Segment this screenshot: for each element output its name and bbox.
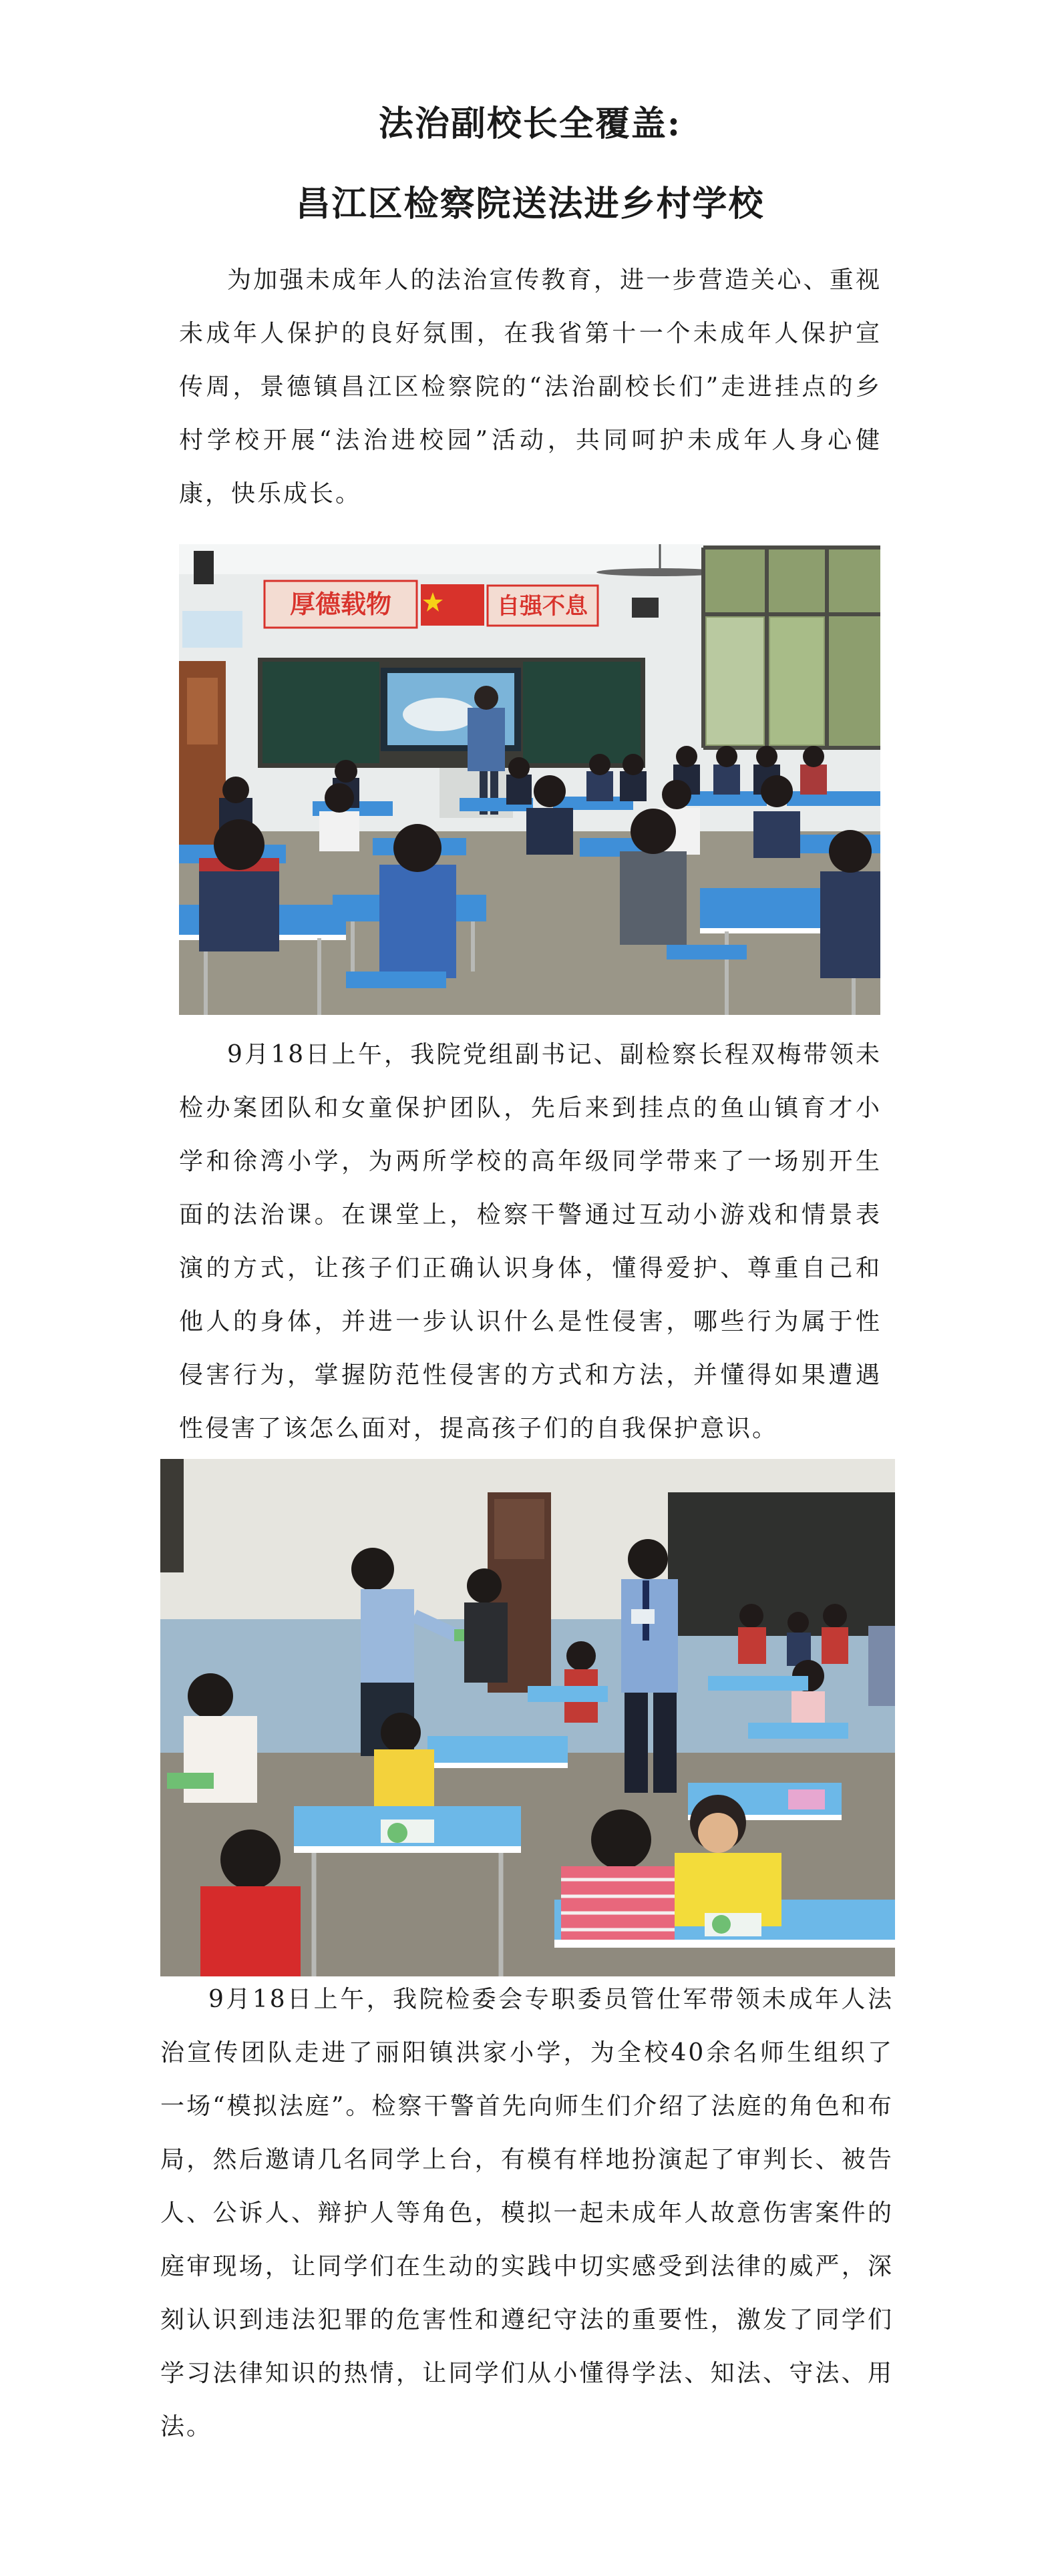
- speaker-icon: [194, 551, 214, 584]
- banner-right-text: 自强不息: [497, 593, 588, 620]
- paragraph-intro: 为加强未成年人的法治宣传教育，进一步营造关心、重视未成年人保护的良好氛围，在我省第十一个未成年人保护宣传周，景德镇昌江区检察院的“法治副校长们”走进挂点的乡村学校开展“法治进校园”活动，共同呵护未成年人身心健康，快乐成长。: [179, 266, 882, 507]
- paragraph-moot-court: 9月18日上午，我院检委会专职委员管仕军带领未成年人法治宣传团队走进了丽阳镇洪家小学，为全校40余名师生组织了一场“模拟法庭”。检察干警首先向师生们介绍了法庭的角色和布局，然后邀请几名同学上台，有模有样地扮演起了审判长、被告人、公诉人、辩护人等角色，模拟一起未成年人故意伤害案件的庭审现场，让同学们在生动的实践中切实感受到法律的威严，深刻认识到违法犯罪的危害性和遵纪守法的重要性，激发了同学们学习法律知识的热情，让同学们从小懂得学法、知法、守法、用法。: [160, 1986, 894, 2440]
- blackboard-right: [523, 662, 641, 763]
- paragraph-lecture: 9月18日上午，我院党组副书记、副检察长程双梅带领未检办案团队和女童保护团队，先后来到挂点的鱼山镇育才小学和徐湾小学，为两所学校的高年级同学带来了一场别开生面的法治课。在课堂上，检察干警通过互动小游戏和情景表演的方式，让孩子们正确认识身体，懂得爱护、尊重自己和他人的身体，并进一步认识什么是性侵害，哪些行为属于性侵害行为，掌握防范性侵害的方式和方法，并懂得如果遭遇性侵害了该怎么面对，提高孩子们的自我保护意识。: [179, 1041, 882, 1442]
- male-prosecutor-figure: [621, 1579, 678, 1693]
- classroom-lecture-illustration: [179, 544, 880, 1015]
- student-desk: [427, 1736, 568, 1763]
- student-front: [379, 865, 456, 978]
- female-prosecutor-figure: [361, 1589, 414, 1683]
- booklet-distribution-photo: [160, 1459, 895, 1976]
- prosecutor-figure: [468, 708, 505, 771]
- article-title-line-2: 昌江区检察院送法进乡村学校: [295, 184, 765, 224]
- blackboard-left: [262, 662, 379, 763]
- blackboard: [668, 1492, 895, 1636]
- booklet-distribution-illustration: [160, 1459, 895, 1976]
- article-title-line-1: 法治副校长全覆盖:: [378, 103, 682, 144]
- classroom-lecture-photo: [179, 544, 880, 1015]
- banner-left-text: 厚德载物: [289, 590, 392, 619]
